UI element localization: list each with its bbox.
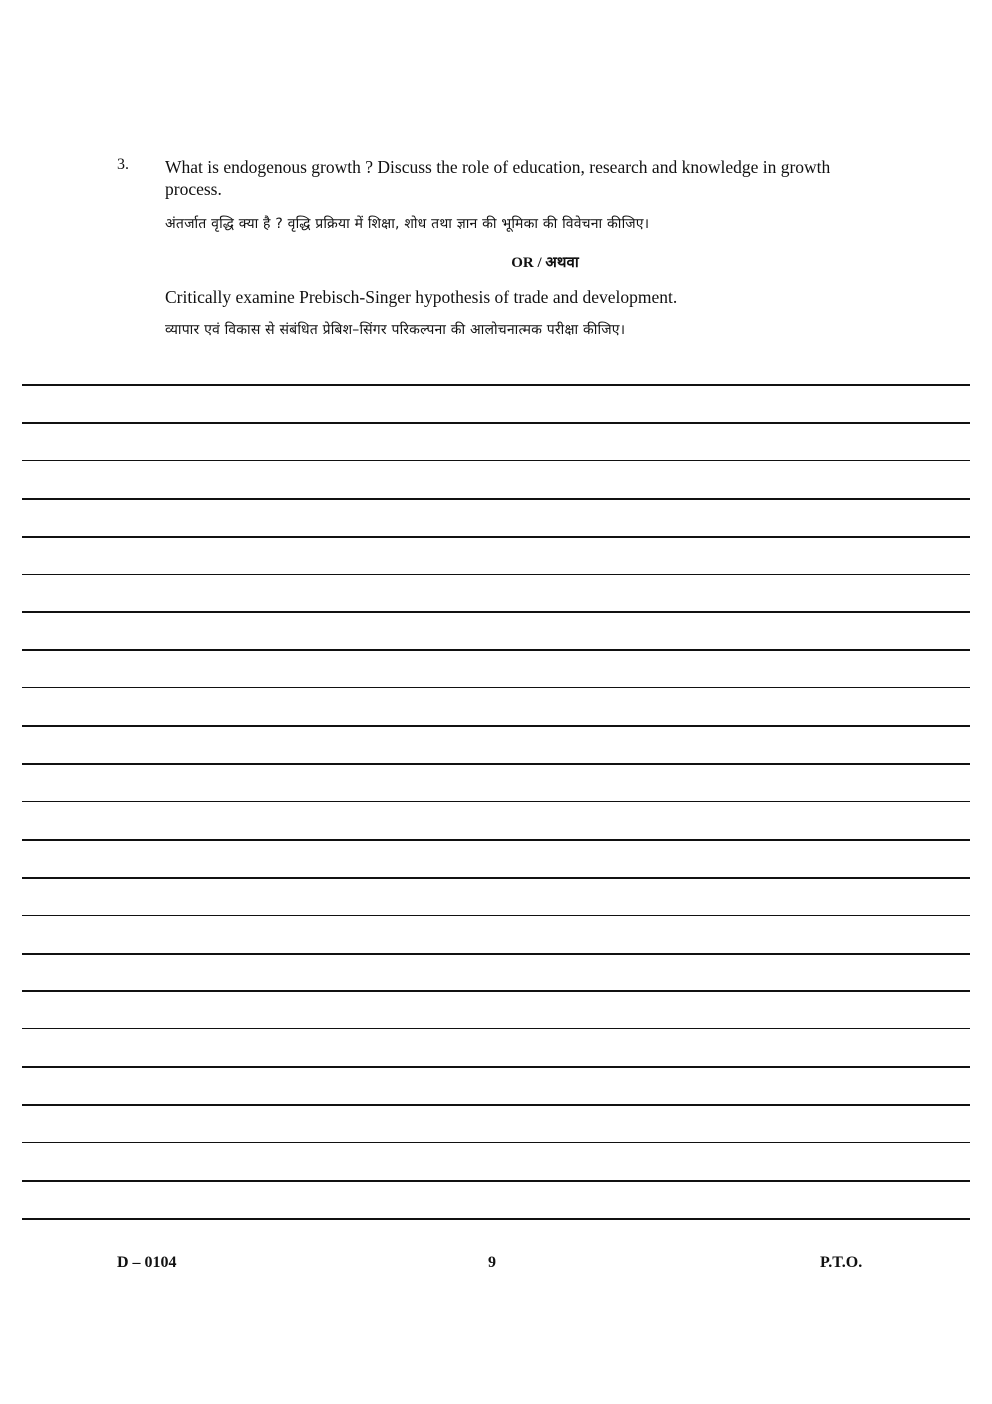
answer-line [22,422,970,424]
please-turn-over: P.T.O. [820,1254,863,1271]
answer-line [22,687,970,688]
answer-line [22,839,970,841]
answer-line [22,498,970,500]
answer-line [22,915,970,916]
answer-line [22,649,970,651]
answer-line [22,384,970,386]
answer-line [22,1180,970,1182]
answer-line [22,763,970,765]
question-english-alternative: Critically examine Prebisch-Singer hypothesis of trade and development. [165,287,678,307]
or-separator: OR / अथवा [511,255,579,271]
answer-line [22,877,970,879]
answer-line [22,1142,970,1143]
answer-line [22,460,970,461]
question-hindi-alternative: व्यापार एवं विकास से संबंधित प्रेबिश–सिंगर परिकल्पना की आलोचनात्मक परीक्षा कीजिए। [165,322,626,338]
answer-line [22,1028,970,1029]
answer-line [22,953,970,955]
answer-line [22,1066,970,1068]
answer-lines-area[interactable] [22,384,970,1224]
question-english-main: What is endogenous growth ? Discuss the role of education, research and knowledge in growth process. [165,157,831,199]
answer-line [22,801,970,802]
answer-line [22,611,970,613]
answer-line [22,1218,970,1220]
page-footer [0,1254,992,1278]
answer-line [22,990,970,992]
answer-line [22,574,970,575]
page-number: 9 [488,1254,496,1271]
question-hindi-main: अंतर्जात वृद्धि क्या है ? वृद्धि प्रक्रिया में शिक्षा, शोध तथा ज्ञान की भूमिका की विवेचना कीजिए। [165,216,650,232]
answer-line [22,1104,970,1106]
answer-line [22,725,970,727]
answer-line [22,536,970,538]
question-number: 3. [117,156,129,173]
paper-code: D – 0104 [117,1254,177,1271]
